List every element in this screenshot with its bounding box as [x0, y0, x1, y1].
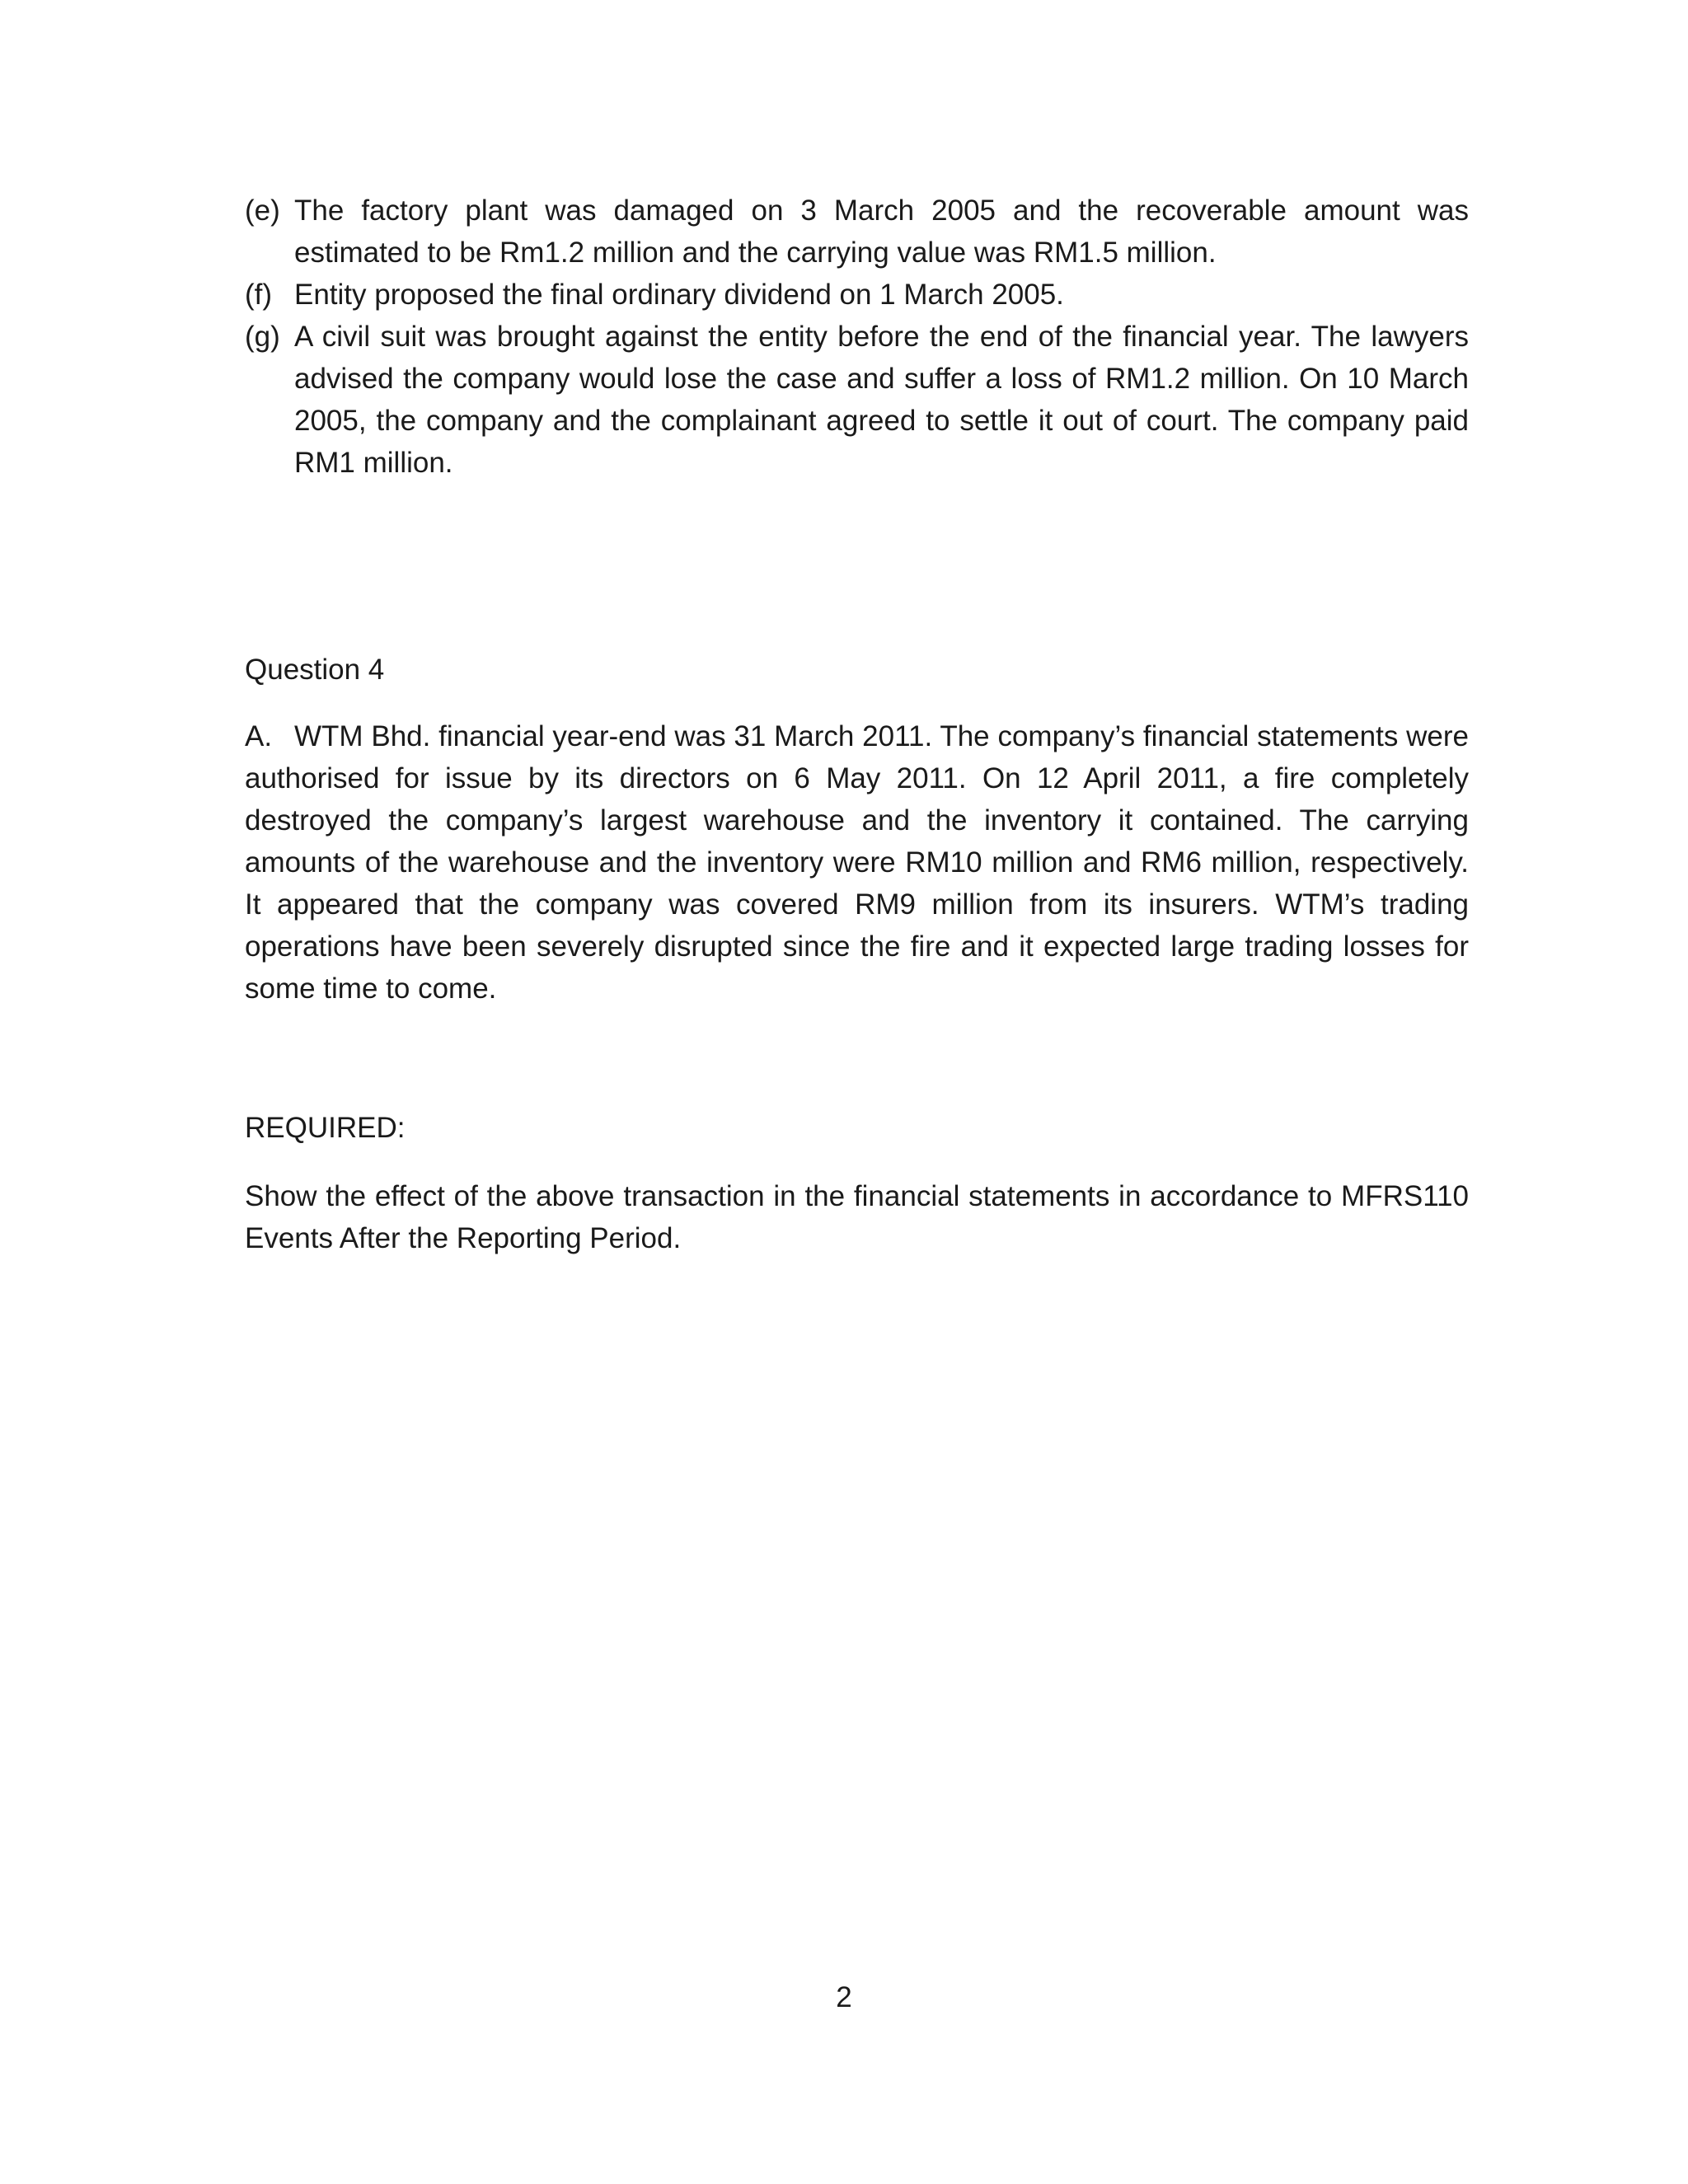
list-item-marker: (f): [245, 279, 273, 311]
page-number: 2: [836, 1981, 852, 2013]
page-content: [245, 190, 1469, 1259]
list-item-e: [245, 190, 1469, 274]
list-item-text: A civil suit was brought against the entity before the end of the financial year. The lawyers advised the company would lose the case and suffer a loss of RM1.2 million. On 10 March 2005, the company and the complainant agreed to settle it out of court. The company paid RM1 million.: [294, 321, 1469, 479]
question-part-label: A.: [245, 720, 273, 752]
list-item-text: Entity proposed the final ordinary dividend on 1 March 2005.: [294, 279, 1064, 311]
list-item-text: The factory plant was damaged on 3 March 2005 and the recoverable amount was estimated to be Rm1.2 million and the carrying value was RM1.5 million.: [294, 194, 1469, 269]
list-item-marker: (g): [245, 321, 280, 353]
list-item-g: [245, 316, 1469, 484]
list-item-f: [245, 274, 1469, 316]
required-heading: REQUIRED:: [245, 1112, 406, 1144]
question-heading: Question 4: [245, 654, 385, 686]
list-item-marker: (e): [245, 194, 280, 227]
question-text: WTM Bhd. financial year-end was 31 March 2011. The company’s financial statements were authorised for issue by its directors on 6 May 2011. On 12 April 2011, a fire completely destroyed the company’s largest warehouse and the inventory it contained. The carrying amounts of the warehouse and the inventory were RM10 million and RM6 million, respectively. It appeared that the company was covered RM9 million from its insurers. WTM’s trading operations have been severely disrupted since the fire and it expected large trading losses for some time to come.: [245, 720, 1469, 1005]
question-body: [245, 715, 1469, 1010]
required-body: Show the effect of the above transaction in the financial statements in accordance to MFRS110 Events After the Reporting Period.: [245, 1180, 1469, 1254]
